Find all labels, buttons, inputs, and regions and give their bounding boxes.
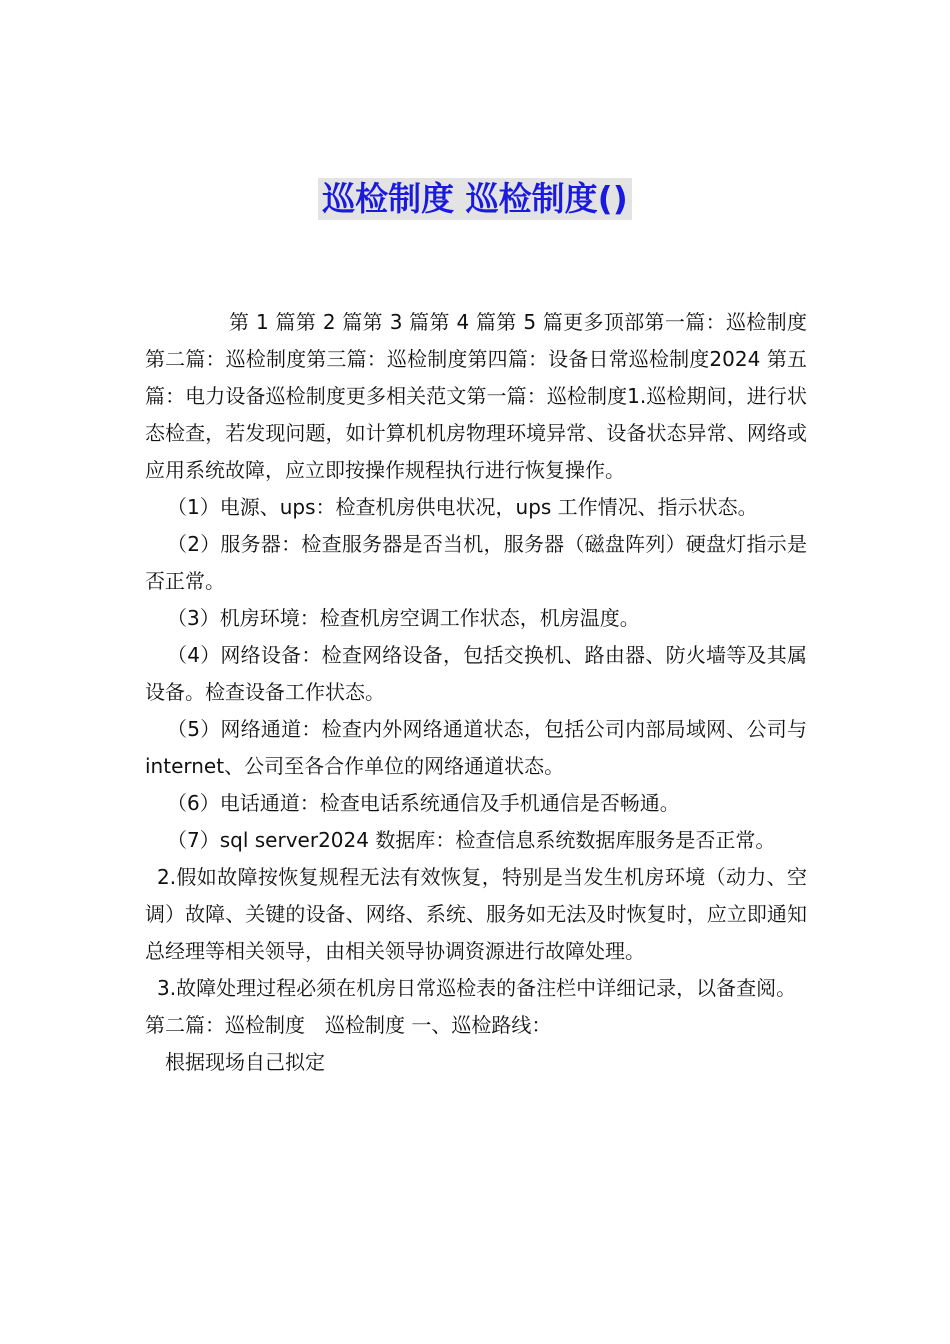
- paragraph-item-6: （6）电话通道：检查电话系统通信及手机通信是否畅通。: [167, 791, 680, 815]
- paragraph-item-4: （4）网络设备：检查网络设备，包括交换机、路由器、防火墙等及其属设备。检查设备工作状态。: [145, 643, 807, 704]
- paragraph-item-1: （1）电源、ups：检查机房供电状况，ups 工作情况、指示状态。: [167, 495, 758, 519]
- document-title: 巡检制度 巡检制度(): [318, 178, 632, 220]
- paragraph-item-5: （5）网络通道：检查内外网络通道状态，包括公司内部局域网、公司与 internet、公司至各合作单位的网络通道状态。: [145, 717, 807, 778]
- document-body: [145, 304, 807, 1081]
- paragraph-point-3: 3.故障处理过程必须在机房日常巡检表的备注栏中详细记录，以备查阅。: [157, 976, 797, 1000]
- title-container: [0, 178, 950, 220]
- paragraph-item-7: （7）sql server2024 数据库：检查信息系统数据库服务是否正常。: [167, 828, 776, 852]
- paragraph-section-2-heading: 第二篇：巡检制度 巡检制度 一、巡检路线：: [145, 1013, 552, 1037]
- paragraph-intro: 第 1 篇第 2 篇第 3 篇第 4 篇第 5 篇更多顶部第一篇：巡检制度第二篇：巡检制度第三篇：巡检制度第四篇：设备日常巡检制度2024 第五篇：电力设备巡检制度更多相关范文第一篇：巡检制度1.巡检期间，进行状态检查，若发现问题，如计算机机房物理环境异常、设备状态异常、网络或应用系统故障，应立即按操作规程执行进行恢复操作。: [145, 310, 807, 482]
- paragraph-item-3: （3）机房环境：检查机房空调工作状态，机房温度。: [167, 606, 640, 630]
- paragraph-item-2: （2）服务器：检查服务器是否当机，服务器（磁盘阵列）硬盘灯指示是否正常。: [145, 532, 807, 593]
- paragraph-route-note: 根据现场自己拟定: [165, 1050, 325, 1074]
- paragraph-point-2: 2.假如故障按恢复规程无法有效恢复，特别是当发生机房环境（动力、空调）故障、关键的设备、网络、系统、服务如无法及时恢复时，应立即通知总经理等相关领导，由相关领导协调资源进行故障处理。: [145, 865, 807, 963]
